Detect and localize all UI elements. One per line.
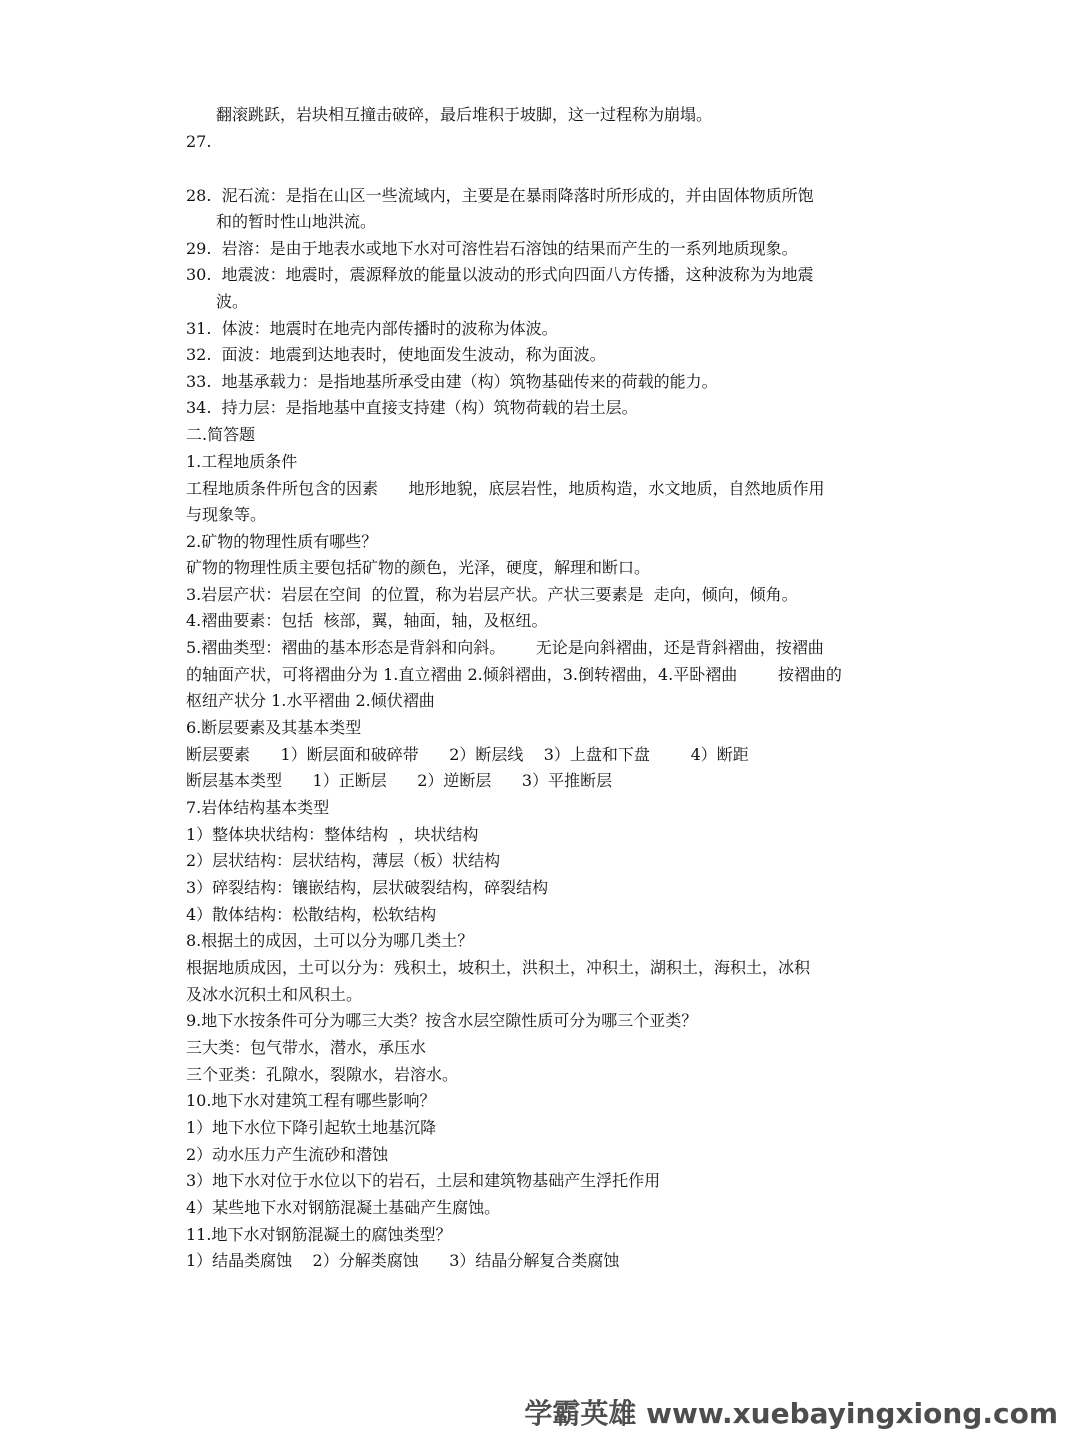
text-line: 30. 地震波：地震时，震源释放的能量以波动的形式向四面八方传播，这种波称为为地震 bbox=[186, 265, 814, 284]
text-line: 1）结晶类腐蚀 2）分解类腐蚀 3）结晶分解复合类腐蚀 bbox=[186, 1251, 620, 1270]
text-line: 断层要素 1）断层面和破碎带 2）断层线 3）上盘和下盘 4）断距 bbox=[186, 745, 749, 764]
text-line: 27. bbox=[186, 132, 212, 151]
question-heading: 10.地下水对建筑工程有哪些影响？ bbox=[186, 1091, 436, 1110]
text-line: 断层基本类型 1）正断层 2）逆断层 3）平推断层 bbox=[186, 771, 613, 790]
text-line: 工程地质条件所包含的因素 地形地貌，底层岩性，地质构造，水文地质，自然地质作用 bbox=[186, 479, 825, 498]
text-line: 与现象等。 bbox=[186, 505, 267, 524]
question-heading: 8.根据土的成因，土可以分为哪几类土？ bbox=[186, 931, 474, 950]
text-line: 3.岩层产状：岩层在空间 的位置，称为岩层产状。产状三要素是 走向，倾向，倾角。 bbox=[186, 585, 798, 604]
text-line: 3）地下水对位于水位以下的岩石，土层和建筑物基础产生浮托作用 bbox=[186, 1171, 661, 1190]
text-line: 4）散体结构：松散结构，松软结构 bbox=[186, 905, 437, 924]
question-heading: 1.工程地质条件 bbox=[186, 452, 298, 471]
text-line: 及冰水沉积土和风积土。 bbox=[186, 985, 363, 1004]
text-line: 波。 bbox=[216, 292, 249, 311]
question-heading: 9.地下水按条件可分为哪三大类？按含水层空隙性质可分为哪三个亚类？ bbox=[186, 1011, 698, 1030]
text-line: 2）层状结构：层状结构，薄层（板）状结构 bbox=[186, 851, 501, 870]
text-line: 29. 岩溶：是由于地表水或地下水对可溶性岩石溶蚀的结果而产生的一系列地质现象。 bbox=[186, 239, 798, 258]
text-line: 34. 持力层：是指地基中直接支持建（构）筑物荷载的岩土层。 bbox=[186, 398, 638, 417]
text-line: 枢纽产状分 1.水平褶曲 2.倾伏褶曲 bbox=[186, 691, 435, 710]
text-line: 33. 地基承载力：是指地基所承受由建（构）筑物基础传来的荷载的能力。 bbox=[186, 372, 718, 391]
text-line: 1）整体块状结构：整体结构 ，块状结构 bbox=[186, 825, 479, 844]
question-heading: 7.岩体结构基本类型 bbox=[186, 798, 330, 817]
section-heading: 二.简答题 bbox=[186, 425, 256, 444]
text-line: 矿物的物理性质主要包括矿物的颜色，光泽，硬度，解理和断口。 bbox=[186, 558, 651, 577]
text-line: 5.褶曲类型：褶曲的基本形态是背斜和向斜。 无论是向斜褶曲，还是背斜褶曲，按褶曲 bbox=[186, 638, 824, 657]
text-line: 31. 体波：地震时在地壳内部传播时的波称为体波。 bbox=[186, 319, 558, 338]
text-line: 32. 面波：地震到达地表时，使地面发生波动，称为面波。 bbox=[186, 345, 606, 364]
text-line: 1）地下水位下降引起软土地基沉降 bbox=[186, 1118, 437, 1137]
text-line: 三大类：包气带水，潜水，承压水 bbox=[186, 1038, 427, 1057]
text-line: 28. 泥石流：是指在山区一些流域内，主要是在暴雨降落时所形成的，并由固体物质所饱 bbox=[186, 186, 814, 205]
text-line: 三个亚类：孔隙水，裂隙水，岩溶水。 bbox=[186, 1065, 459, 1084]
text-line: 4）某些地下水对钢筋混凝土基础产生腐蚀。 bbox=[186, 1198, 501, 1217]
question-heading: 6.断层要素及其基本类型 bbox=[186, 718, 362, 737]
question-heading: 11.地下水对钢筋混凝土的腐蚀类型？ bbox=[186, 1225, 452, 1244]
text-line: 的轴面产状，可将褶曲分为 1.直立褶曲 2.倾斜褶曲，3.倒转褶曲，4.平卧褶曲 按褶曲的 bbox=[186, 665, 842, 684]
text-line: 4.褶曲要素：包括 核部，翼，轴面，轴，及枢纽。 bbox=[186, 611, 548, 630]
text-line: 2）动水压力产生流砂和潜蚀 bbox=[186, 1145, 389, 1164]
text-line: 和的暂时性山地洪流。 bbox=[216, 212, 377, 231]
text-line: 根据地质成因，土可以分为：残积土，坡积土，洪积土，冲积土，湖积土，海积土，冰积 bbox=[186, 958, 811, 977]
question-heading: 2.矿物的物理性质有哪些？ bbox=[186, 532, 378, 551]
text-line: 翻滚跳跃，岩块相互撞击破碎，最后堆积于坡脚，这一过程称为崩塌。 bbox=[216, 105, 713, 124]
text-line: 3）碎裂结构：镶嵌结构，层状破裂结构，碎裂结构 bbox=[186, 878, 549, 897]
footer-watermark: 学霸英雄 www.xuebayingxiong.com bbox=[524, 1397, 1058, 1430]
